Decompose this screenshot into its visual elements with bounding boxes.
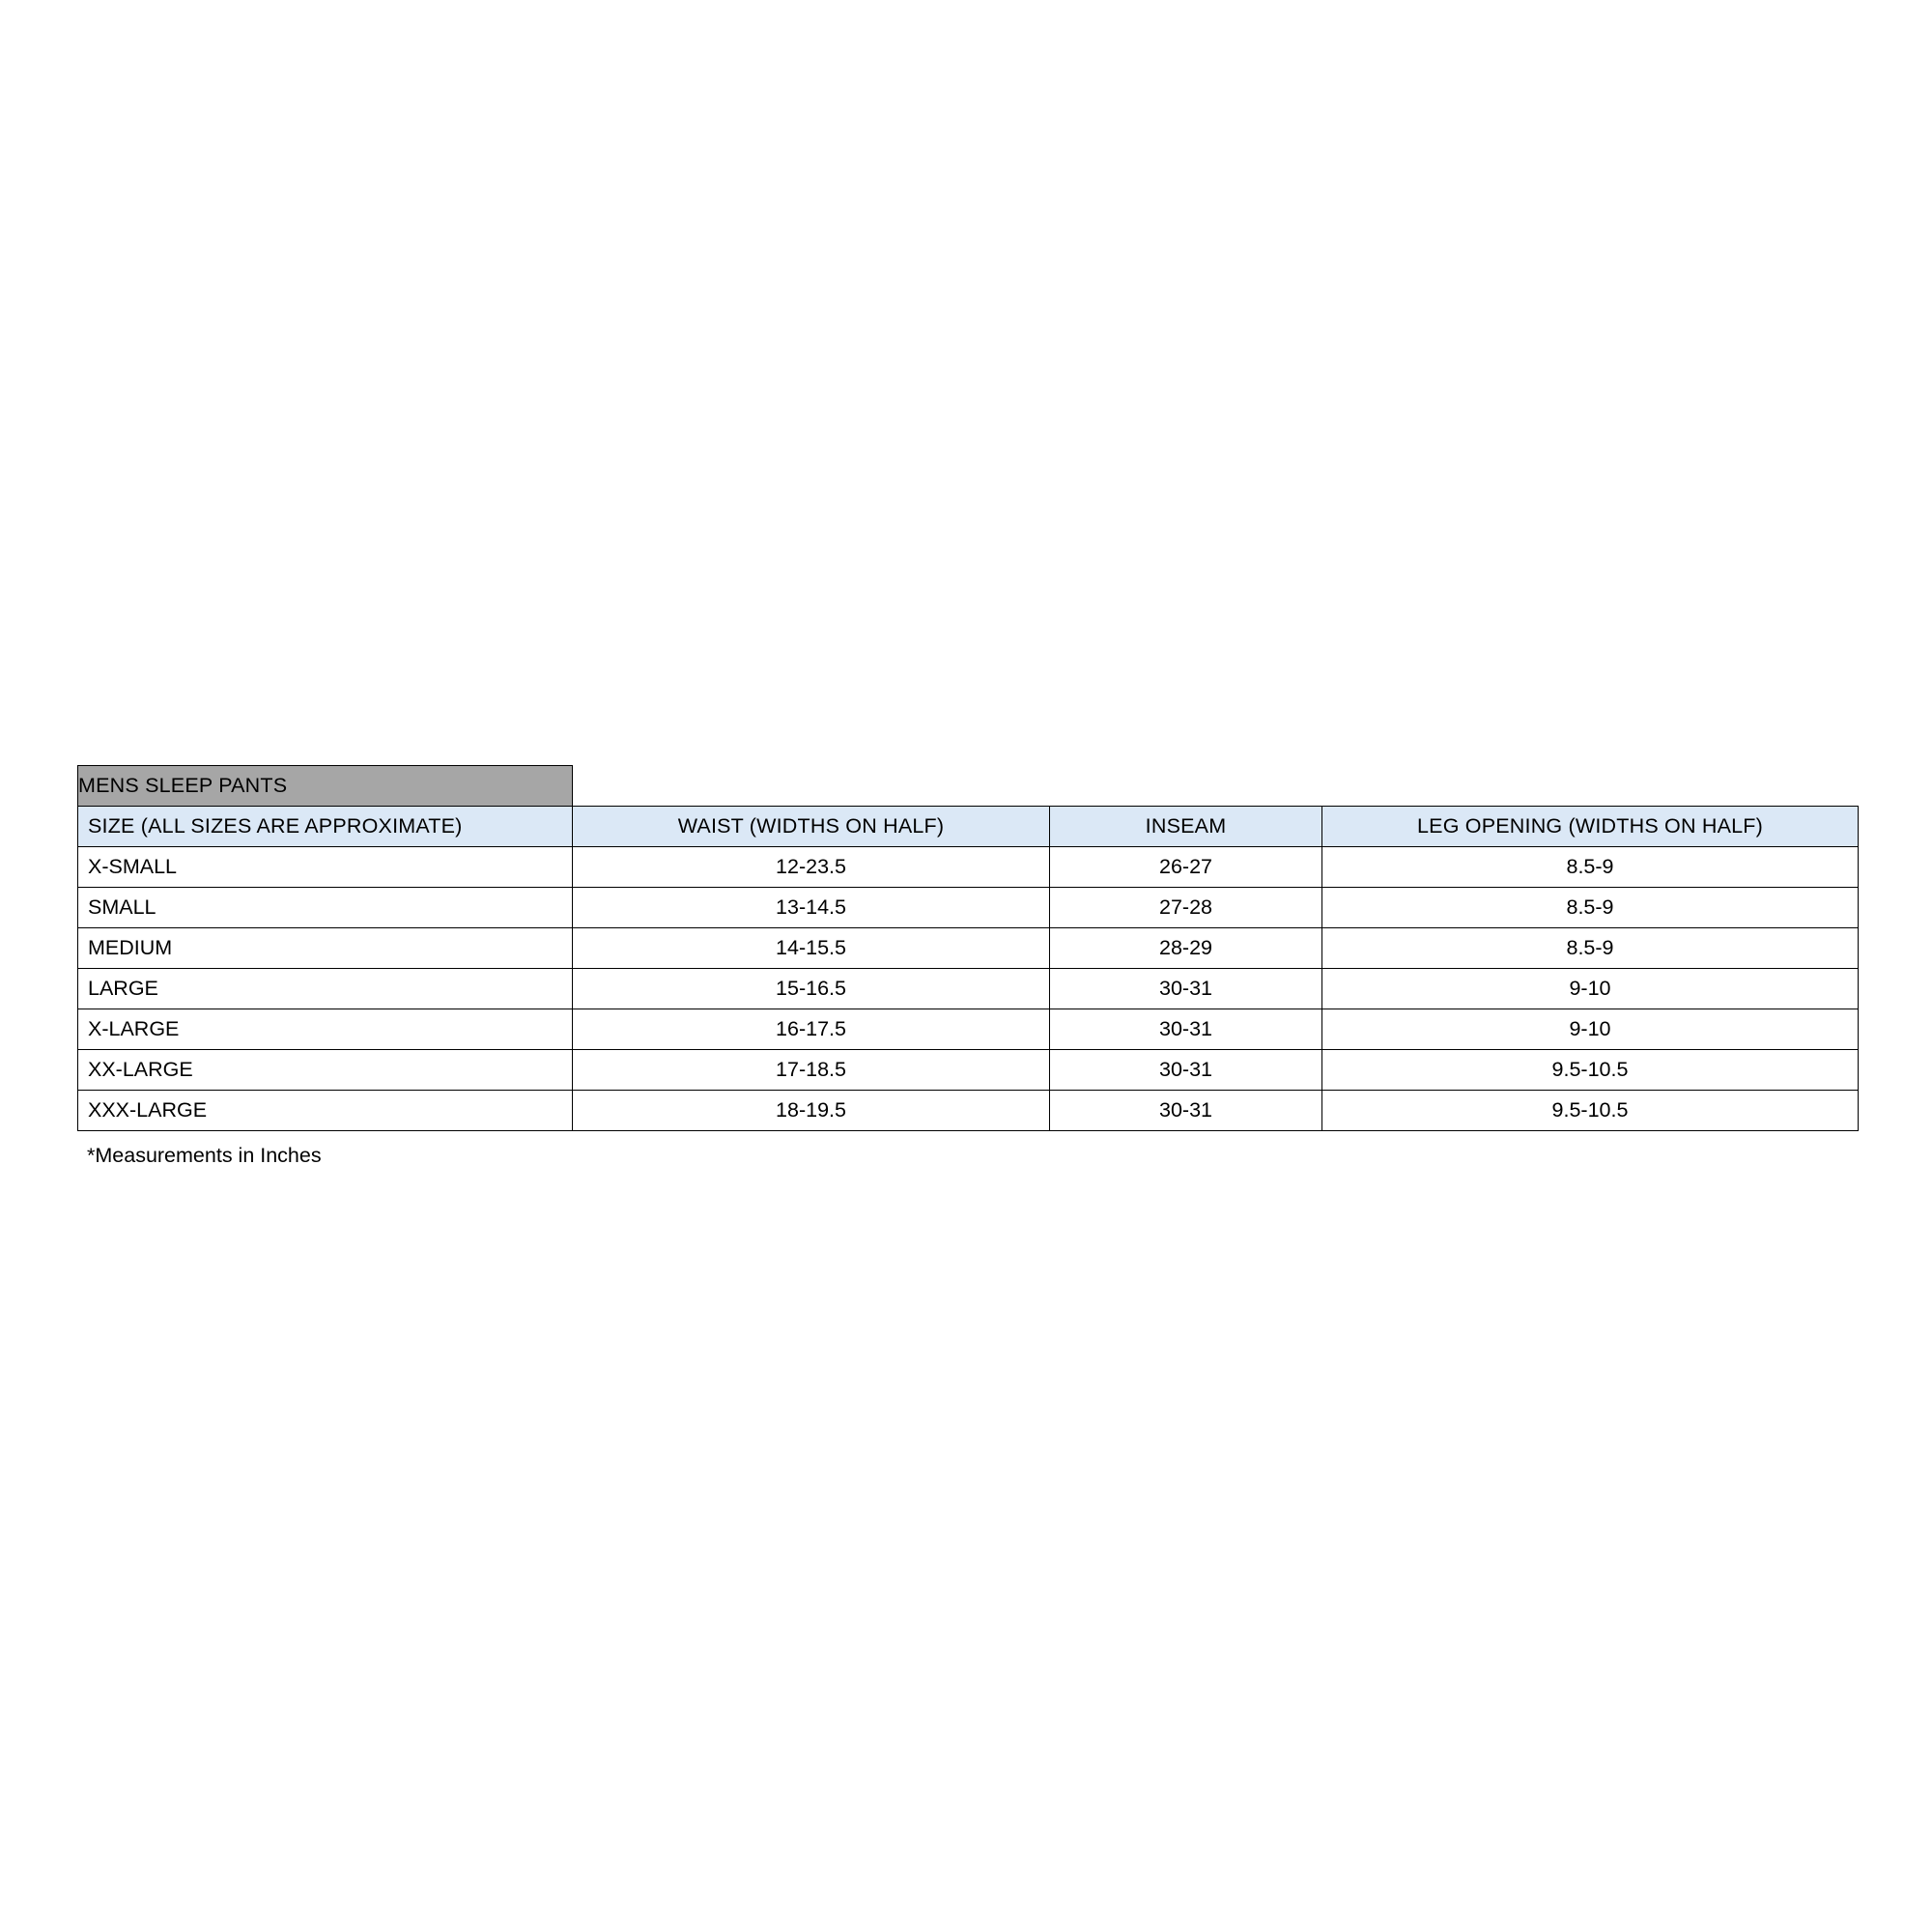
cell-size: X-SMALL — [78, 847, 573, 888]
table-row — [78, 1091, 1859, 1131]
cell-inseam: 30-31 — [1050, 1091, 1322, 1131]
cell-inseam: 28-29 — [1050, 928, 1322, 969]
cell-leg-opening: 8.5-9 — [1322, 847, 1859, 888]
column-header-size: SIZE (ALL SIZES ARE APPROXIMATE) — [78, 807, 573, 847]
cell-inseam: 26-27 — [1050, 847, 1322, 888]
table-row — [78, 1050, 1859, 1091]
table-row — [78, 847, 1859, 888]
measurement-footnote: *Measurements in Inches — [87, 1144, 322, 1167]
cell-size: MEDIUM — [78, 928, 573, 969]
table-header-row — [78, 807, 1859, 847]
cell-leg-opening: 9-10 — [1322, 969, 1859, 1009]
cell-inseam: 30-31 — [1050, 969, 1322, 1009]
cell-waist: 14-15.5 — [573, 928, 1050, 969]
column-header-leg-opening: LEG OPENING (WIDTHS ON HALF) — [1322, 807, 1859, 847]
title-spacer-inseam — [1050, 766, 1322, 807]
table-row — [78, 888, 1859, 928]
cell-inseam: 27-28 — [1050, 888, 1322, 928]
title-spacer-leg — [1322, 766, 1859, 807]
cell-size: LARGE — [78, 969, 573, 1009]
table-row — [78, 1009, 1859, 1050]
column-header-inseam: INSEAM — [1050, 807, 1322, 847]
cell-waist: 15-16.5 — [573, 969, 1050, 1009]
cell-inseam: 30-31 — [1050, 1009, 1322, 1050]
cell-leg-opening: 9.5-10.5 — [1322, 1050, 1859, 1091]
cell-size: X-LARGE — [78, 1009, 573, 1050]
cell-waist: 16-17.5 — [573, 1009, 1050, 1050]
column-header-waist: WAIST (WIDTHS ON HALF) — [573, 807, 1050, 847]
cell-size: XX-LARGE — [78, 1050, 573, 1091]
cell-leg-opening: 8.5-9 — [1322, 888, 1859, 928]
cell-leg-opening: 9.5-10.5 — [1322, 1091, 1859, 1131]
table-row — [78, 969, 1859, 1009]
chart-title-row — [78, 766, 1859, 807]
cell-waist: 18-19.5 — [573, 1091, 1050, 1131]
size-chart-table — [77, 765, 1859, 1131]
table-row — [78, 928, 1859, 969]
title-spacer-waist — [573, 766, 1050, 807]
cell-leg-opening: 8.5-9 — [1322, 928, 1859, 969]
cell-size: XXX-LARGE — [78, 1091, 573, 1131]
cell-waist: 13-14.5 — [573, 888, 1050, 928]
cell-leg-opening: 9-10 — [1322, 1009, 1859, 1050]
cell-inseam: 30-31 — [1050, 1050, 1322, 1091]
chart-title: MENS SLEEP PANTS — [78, 766, 573, 807]
size-chart-container — [77, 765, 1855, 1168]
cell-size: SMALL — [78, 888, 573, 928]
cell-waist: 12-23.5 — [573, 847, 1050, 888]
cell-waist: 17-18.5 — [573, 1050, 1050, 1091]
